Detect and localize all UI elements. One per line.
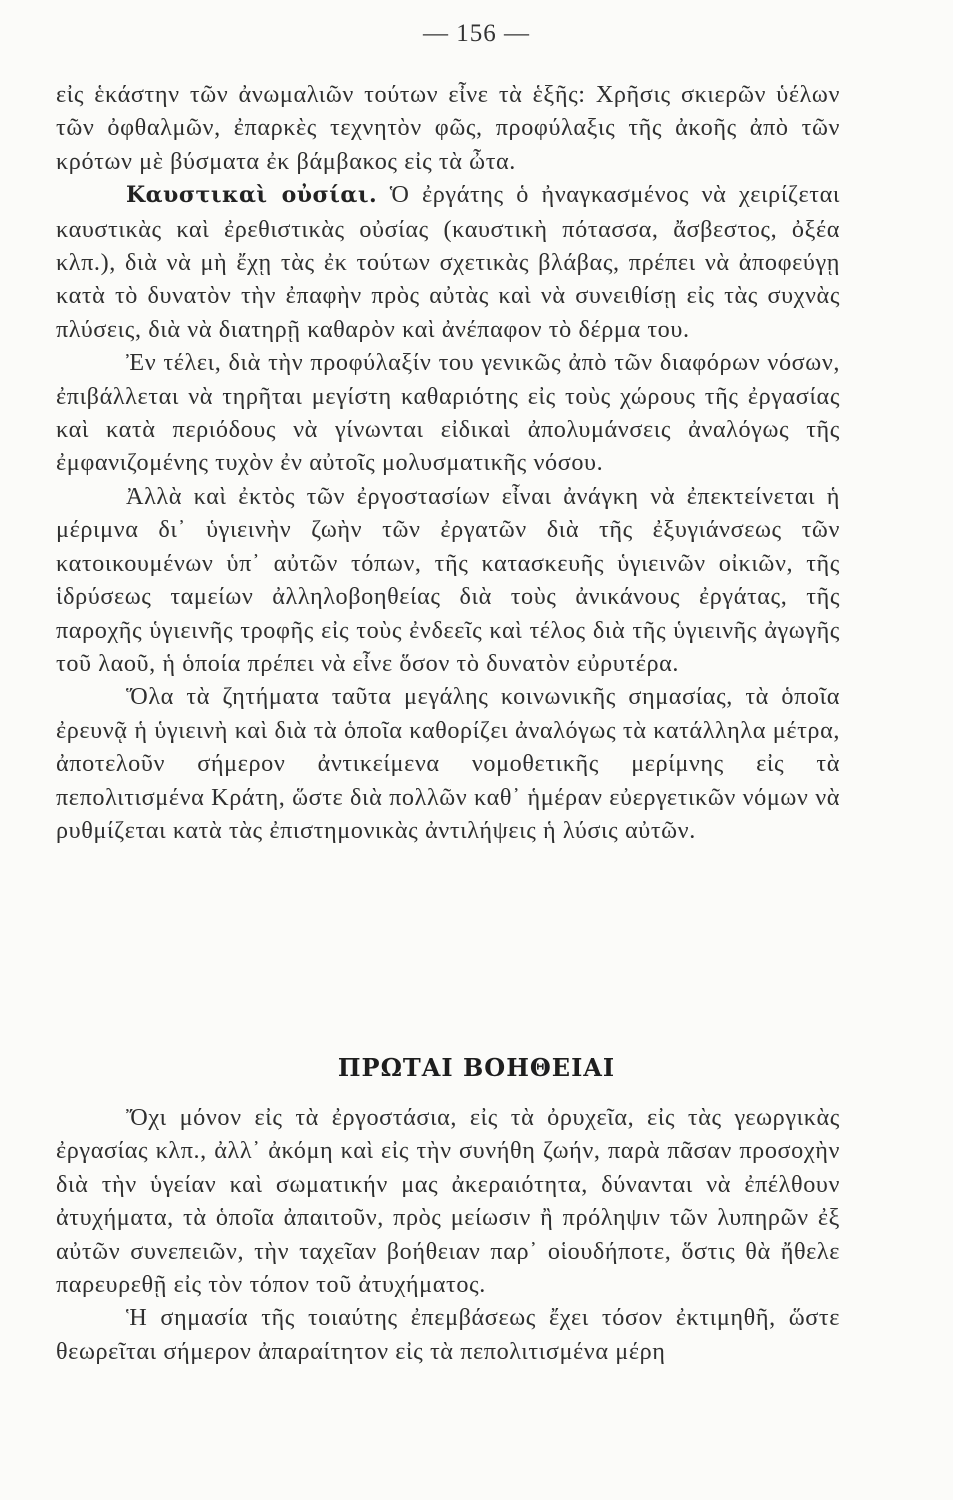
page-number: — 156 — [423, 20, 530, 47]
paragraph-3: Ἐν τέλει, διὰ τὴν προφύλαξίν του γενικῶς ἀπὸ τῶν διαφόρων νόσων, ἐπιβάλλεται νὰ τηρῆται μεγίστη καθαριότης εἰς τοὺς χώρους τῆς ἐργασίας καὶ κατὰ περιόδους νὰ γίνωνται εἰδικαὶ ἀπολυμάνσεις ἀναλόγως τῆς ἐμφανιζομένης τυχὸν ἐν αὐτοῖς μολυσματικῆς νόσου. [56, 349, 840, 477]
paragraph-2 [56, 178, 840, 346]
run-in-heading: Καυστικαὶ οὐσίαι. [126, 182, 378, 209]
section-body-1 [56, 78, 840, 847]
section-body-2 [56, 1101, 840, 1368]
section-heading: ΠΡΩΤΑΙ ΒΟΗΘΕΙΑΙ [337, 1053, 616, 1082]
paragraph-5: Ὅλα τὰ ζητήματα ταῦτα μεγάλης κοινωνικῆς σημασίας, τὰ ὁποῖα ἐρευνᾷ ἡ ὑγιεινὴ καὶ διὰ τὰ ὁποῖα καθορίζει ἀναλόγως τὰ κατάλληλα μέτρα, ἀποτελοῦν σήμερον ἀντικείμενα νομοθετικῆς μερίμνης εἰς τὰ πεπολιτισμένα Κράτη, ὥστε διὰ πολλῶν καθ᾽ ἡμέραν εὐεργετικῶν νόμων νὰ ρυθμίζεται κατὰ τὰς ἐπιστημονικὰς ἀντιλήψεις ἡ λύσις αὐτῶν. [56, 683, 840, 844]
paragraph-6: Ὄχι μόνον εἰς τὰ ἐργοστάσια, εἰς τὰ ὀρυχεῖα, εἰς τὰς γεωργικὰς ἐργασίας κλπ., ἀλλ᾽ ἀκόμη καὶ εἰς τὴν συνήθη ζωήν, παρὰ πᾶσαν προσοχὴν διὰ τὴν ὑγείαν καὶ σωματικήν μας ἀκεραιότητα, δύνανται νὰ ἐπέλθουν ἀτυχήματα, τὰ ὁποῖα ἀπαιτοῦν, πρὸς μείωσιν ἢ πρόληψιν τῶν λυπηρῶν ἐξ αὐτῶν συνεπειῶν, τὴν ταχεῖαν βοήθειαν παρ᾽ οἱουδήποτε, ὅστις θὰ ἤθελε παρευρεθῇ εἰς τὸν τόπον τοῦ ἀτυχήματος. [56, 1104, 840, 1299]
paragraph-1: εἰς ἑκάστην τῶν ἀνωμαλιῶν τούτων εἶνε τὰ ἑξῆς: Χρῆσις σκιερῶν ὑέλων τῶν ὀφθαλμῶν, ἐπαρκὲς τεχνητὸν φῶς, προφύλαξις τῆς ἀκοῆς ἀπὸ τῶν κρότων μὲ βύσματα ἐκ βάμβακος εἰς τὰ ὦτα. [56, 81, 840, 175]
paragraph-4: Ἀλλὰ καὶ ἐκτὸς τῶν ἐργοστασίων εἶναι ἀνάγκη νὰ ἐπεκτείνεται ἡ μέριμνα δι᾽ ὑγιεινὴν ζωὴν τῶν ἐργατῶν διὰ τῆς ἐξυγιάνσεως τῶν κατοικουμένων ὑπ᾽ αὐτῶν τόπων, τῆς κατασκευῆς ὑγιεινῶν οἰκιῶν, τῆς ἱδρύσεως ταμείων ἀλληλοβοηθείας διὰ τοὺς ἀνικάνους ἐργάτας, τῆς παροχῆς ὑγιεινῆς τροφῆς εἰς τοὺς ἐνδεεῖς καὶ τέλος διὰ τῆς ὑγιεινῆς ἀγωγῆς τοῦ λαοῦ, ἡ ὁποία πρέπει νὰ εἶνε ὅσον τὸ δυνατὸν εὐρυτέρα. [56, 482, 840, 677]
paragraph-2-text: Ὁ ἐργάτης ὁ ἠναγκασμένος νὰ χειρίζεται καυστικὰς καὶ ἐρεθιστικὰς οὐσίας (καυστικὴ πότασσα, ἄσβεστος, ὀξέα κλπ.), διὰ νὰ μὴ ἔχῃ τὰς ἐκ τούτων σχετικὰς βλάβας, πρέπει νὰ ἀποφεύγῃ κατὰ τὸ δυνατὸν τὴν ἐπαφὴν πρὸς αὐτὰς καὶ νὰ συνειθίσῃ εἰς τὰς συχνὰς πλύσεις, διὰ νὰ διατηρῇ καθαρὸν καὶ ἀνέπαφον τὸ δέρμα του. [56, 181, 841, 343]
paragraph-7: Ἡ σημασία τῆς τοιαύτης ἐπεμβάσεως ἔχει τόσον ἐκτιμηθῆ, ὥστε θεωρεῖται σήμερον ἀπαραίτητον εἰς τὰ πεπολιτισμένα μέρη [56, 1304, 840, 1365]
